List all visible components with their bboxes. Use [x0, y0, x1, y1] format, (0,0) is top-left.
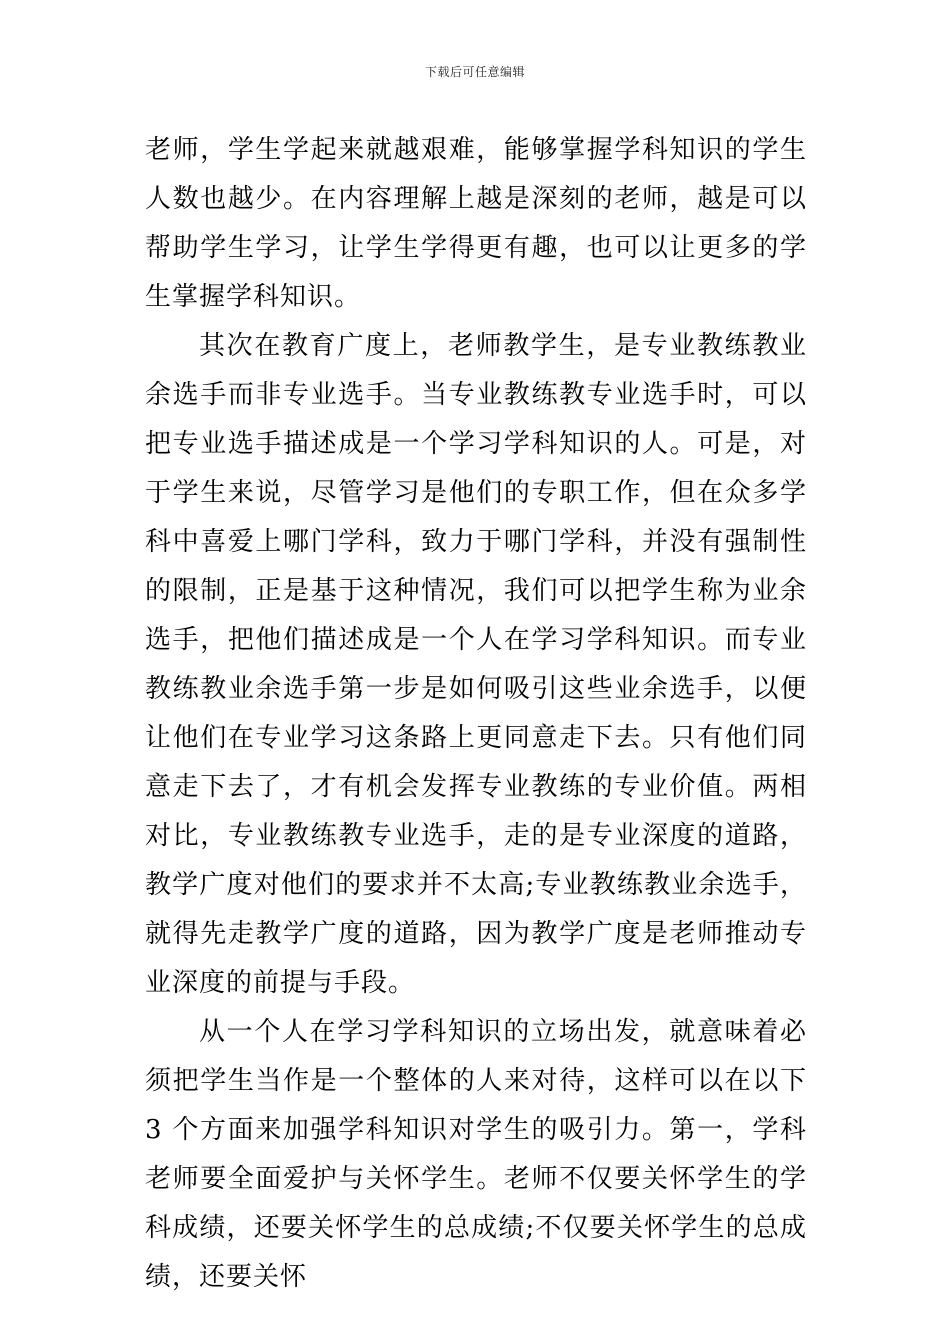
paragraph-3: 从一个人在学习学科知识的立场出发，就意味着必须把学生当作是一个整体的人来对待，这样可以在以下 3 个方面来加强学科知识对学生的吸引力。第一，学科老师要全面爱护与关怀学生。老师不仅要关怀学生的学科成绩，还要关怀学生的总成绩;不仅要关怀学生的总成绩，还要关怀	[145, 1017, 807, 1292]
page-header: 下载后可任意编辑	[424, 65, 525, 79]
paragraph-1: 老师，学生学起来就越艰难，能够掌握学科知识的学生人数也越少。在内容理解上越是深刻的老师，越是可以帮助学生学习，让学生学得更有趣，也可以让更多的学生掌握学科知识。	[145, 135, 807, 312]
paragraph-2: 其次在教育广度上，老师教学生，是专业教练教业余选手而非专业选手。当专业教练教专业选手时，可以把专业选手描述成是一个学习学科知识的人。可是，对于学生来说，尽管学习是他们的专职工作，但在众多学科中喜爱上哪门学科，致力于哪门学科，并没有强制性的限制，正是基于这种情况，我们可以把学生称为业余选手，把他们描述成是一个人在学习学科知识。而专业教练教业余选手第一步是如何吸引这些业余选手，以便让他们在专业学习这条路上更同意走下去。只有他们同意走下去了，才有机会发挥专业教练的专业价值。两相对比，专业教练教专业选手，走的是专业深度的道路，教学广度对他们的要求并不太高;专业教练教业余选手，就得先走教学广度的道路，因为教学广度是老师推动专业深度的前提与手段。	[145, 331, 807, 998]
body-text	[145, 126, 807, 1302]
